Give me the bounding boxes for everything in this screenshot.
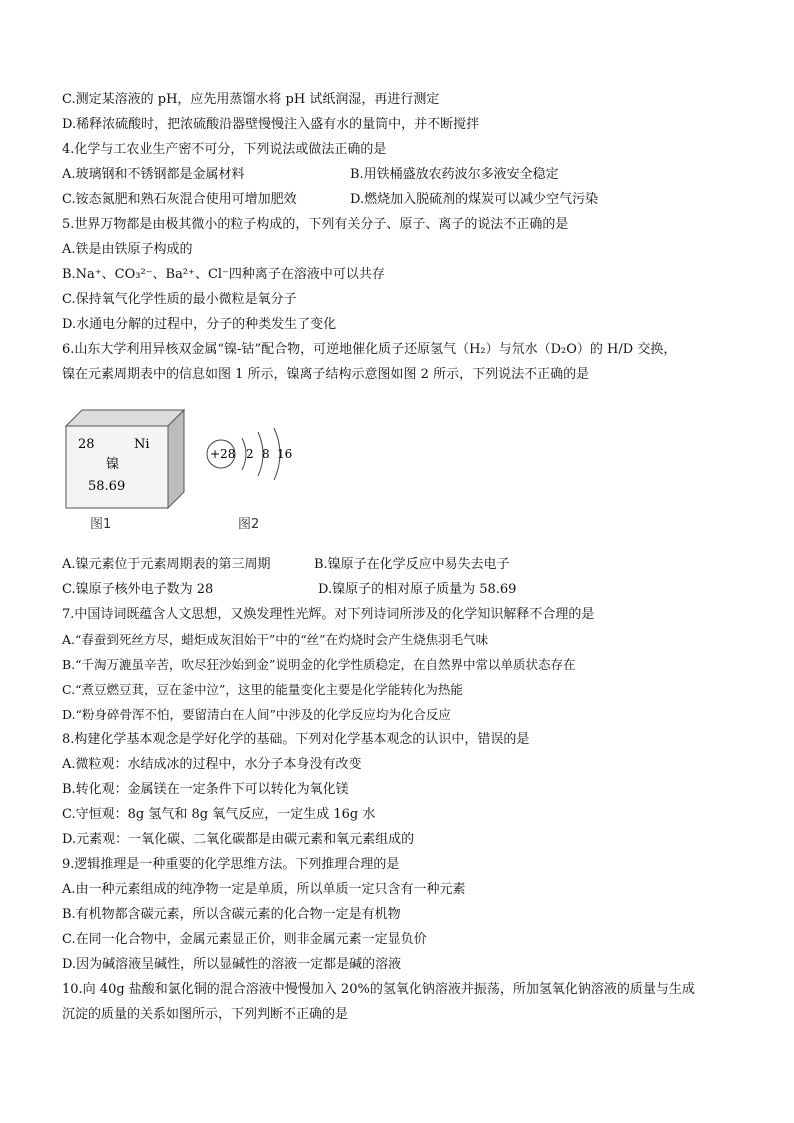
- q9-option-b: B.有机物都含碳元素，所以含碳元素的化合物一定是有机物: [62, 907, 401, 922]
- q7-option-a: A.“春蚕到死丝方尽，蜡炬成灰泪始干”中的“丝”在灼烧时会产生烧焦羽毛气味: [62, 632, 489, 647]
- q5-option-c: C.保持氧气化学性质的最小微粒是氧分子: [62, 292, 297, 307]
- q8-option-c: C.守恒观：8g 氢气和 8g 氧气反应，一定生成 16g 水: [62, 807, 376, 822]
- q9-option-d: D.因为碱溶液呈碱性，所以显碱性的溶液一定都是碱的溶液: [62, 957, 402, 972]
- q7-option-d: D.“粉身碎骨浑不怕，要留清白在人间”中涉及的化学反应均为化合反应: [62, 707, 451, 722]
- element-symbol: Ni: [134, 437, 150, 452]
- figure2-caption: 图2: [238, 517, 260, 532]
- q8-option-a: A.微粒观：水结成冰的过程中，水分子本身没有改变: [62, 757, 362, 772]
- q6-option-b: B.镍原子在化学反应中易失去电子: [314, 557, 510, 572]
- q6-option-c: C.镍原子核外电子数为 28: [62, 582, 214, 597]
- q4-option-a: A.玻璃钢和不锈钢都是金属材料: [62, 167, 245, 182]
- q8-option-b: B.转化观：金属镁在一定条件下可以转化为氧化镁: [62, 782, 349, 797]
- q5-option-b: B.Na⁺、CO₃²⁻、Ba²⁺、Cl⁻四种离子在溶液中可以共存: [62, 267, 385, 282]
- q5-stem: 5.世界万物都是由极其微小的粒子构成的，下列有关分子、原子、离子的说法不正确的是: [62, 217, 569, 232]
- q3-option-c: C.测定某溶液的 pH，应先用蒸馏水将 pH 试纸润湿，再进行测定: [62, 92, 440, 107]
- element-name: 镍: [106, 457, 120, 472]
- periodic-cube-figure: [66, 410, 184, 508]
- ion-structure-figure: [207, 428, 292, 480]
- shell-electrons-1: 2: [246, 447, 254, 461]
- q4-option-b: B.用铁桶盛放农药波尔多液安全稳定: [350, 167, 559, 182]
- q7-stem: 7.中国诗词既蕴含人文思想，又焕发理性光辉。对下列诗词所涉及的化学知识解释不合理的是: [62, 607, 595, 622]
- q10-stem-line1: 10.向 40g 盐酸和氯化铜的混合溶液中慢慢加入 20%的氢氧化钠溶液并振荡，所加氢氧化钠溶液的质量与生成: [62, 982, 695, 997]
- shell-electrons-2: 8: [262, 447, 270, 461]
- q5-option-d: D.水通电分解的过程中，分子的种类发生了变化: [62, 317, 337, 332]
- q4-option-d: D.燃烧加入脱硫剂的煤炭可以减少空气污染: [350, 192, 599, 207]
- q9-option-a: A.由一种元素组成的纯净物一定是单质，所以单质一定只含有一种元素: [62, 882, 466, 897]
- q7-option-b: B.“千淘万漉虽辛苦，吹尽狂沙始到金”说明金的化学性质稳定，在自然界中常以单质状态存在: [62, 657, 576, 672]
- q6-stem-line1: 6.山东大学利用异核双金属“镍-钴”配合物，可逆地催化质子还原氢气（H₂）与氘水（D₂O）的 H/D 交换，: [62, 342, 677, 357]
- q8-stem: 8.构建化学基本观念是学好化学的基础。下列对化学基本观念的认识中，错误的是: [62, 732, 530, 747]
- q4-stem: 4.化学与工农业生产密不可分，下列说法或做法正确的是: [62, 142, 387, 157]
- nucleus-charge: +28: [210, 447, 236, 461]
- element-number: 28: [78, 437, 95, 452]
- figure1-caption: 图1: [90, 517, 112, 532]
- shell-electrons-3: 16: [277, 447, 293, 461]
- q6-option-a: A.镍元素位于元素周期表的第三周期: [62, 557, 271, 572]
- q5-option-a: A.铁是由铁原子构成的: [62, 242, 193, 257]
- element-mass: 58.69: [88, 479, 126, 494]
- q9-stem: 9.逻辑推理是一种重要的化学思维方法。下列推理合理的是: [62, 857, 400, 872]
- q3-option-d: D.稀释浓硫酸时，把浓硫酸沿器壁慢慢注入盛有水的量筒中，并不断搅拌: [62, 117, 480, 132]
- q10-stem-line2: 沉淀的质量的关系如图所示，下列判断不正确的是: [62, 1007, 349, 1022]
- q9-option-c: C.在同一化合物中，金属元素显正价，则非金属元素一定显负价: [62, 932, 427, 947]
- q6-option-d: D.镍原子的相对原子质量为 58.69: [318, 582, 517, 597]
- q6-stem-line2: 镍在元素周期表中的信息如图 1 所示，镍离子结构示意图如图 2 所示，下列说法不正确的是: [62, 367, 590, 382]
- q8-option-d: D.元素观：一氧化碳、二氧化碳都是由碳元素和氧元素组成的: [62, 832, 415, 847]
- q4-option-c: C.铵态氮肥和熟石灰混合使用可增加肥效: [62, 192, 297, 207]
- q7-option-c: C.“煮豆燃豆萁，豆在釜中泣”，这里的能量变化主要是化学能转化为热能: [62, 682, 463, 697]
